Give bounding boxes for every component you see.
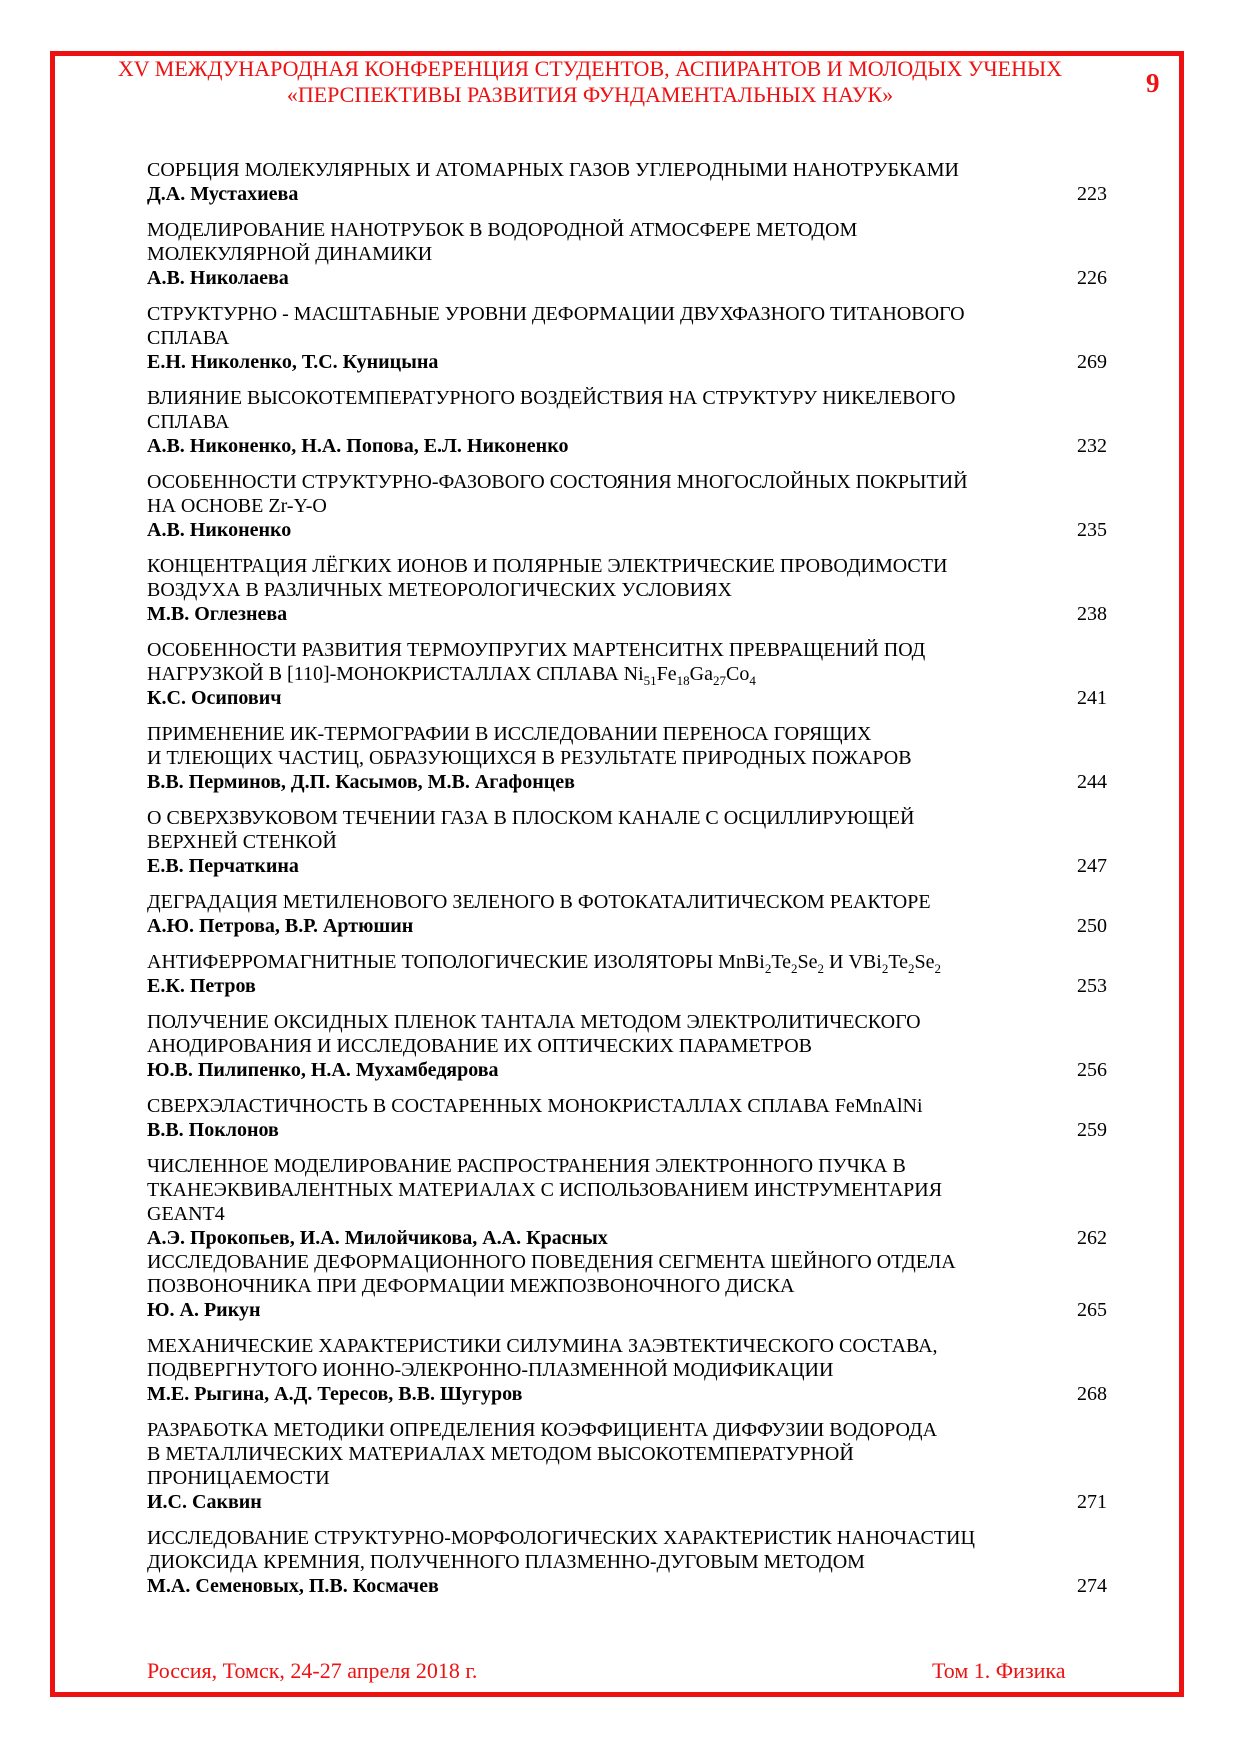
toc-entry — [147, 890, 1107, 938]
toc-entry-title — [147, 218, 1027, 266]
toc-entry-authors: А.В. Никоненко, Н.А. Попова, Е.Л. Никоненко — [147, 435, 569, 457]
toc-entry-title-line: ВОЗДУХА В РАЗЛИЧНЫХ МЕТЕОРОЛОГИЧЕСКИХ УСЛОВИЯХ — [147, 579, 732, 601]
toc-entry-page: 268 — [1077, 1383, 1107, 1405]
toc-entry-page: 226 — [1077, 267, 1107, 289]
toc-entry-authors: В.В. Перминов, Д.П. Касымов, М.В. Агафонцев — [147, 771, 575, 793]
toc-entry-title-line: НАГРУЗКОЙ В [110]-МОНОКРИСТАЛЛАХ СПЛАВА $Ni_{51}Fe_{18}Ga_{27}Co_4$ — [147, 663, 756, 688]
toc-entry-title-line: МОЛЕКУЛЯРНОЙ ДИНАМИКИ — [147, 243, 433, 265]
toc-entry — [147, 302, 1107, 374]
toc-entry-page: 247 — [1077, 855, 1107, 877]
toc-entry — [147, 386, 1107, 458]
toc-entry-title — [147, 950, 1027, 974]
toc-entry-page: 274 — [1077, 1575, 1107, 1597]
conference-header — [90, 56, 1090, 108]
toc-entry — [147, 638, 1107, 710]
toc-entry-title-line: ДЕГРАДАЦИЯ МЕТИЛЕНОВОГО ЗЕЛЕНОГО В ФОТОКАТАЛИТИЧЕСКОМ РЕАКТОРЕ — [147, 891, 931, 913]
toc-entry-title-line: ПОЛУЧЕНИЕ ОКСИДНЫХ ПЛЕНОК ТАНТАЛА МЕТОДОМ ЭЛЕКТРОЛИТИЧЕСКОГО — [147, 1011, 921, 1033]
toc-entry-authors: А.Ю. Петрова, В.Р. Артюшин — [147, 915, 414, 937]
toc-entry-title-line: И ТЛЕЮЩИХ ЧАСТИЦ, ОБРАЗУЮЩИХСЯ В РЕЗУЛЬТАТЕ ПРИРОДНЫХ ПОЖАРОВ — [147, 747, 912, 769]
toc-entry-authors: Д.А. Мустахиева — [147, 183, 299, 205]
toc-entry-title-line: ОСОБЕННОСТИ РАЗВИТИЯ ТЕРМОУПРУГИХ МАРТЕНСИТНХ ПРЕВРАЩЕНИЙ ПОД — [147, 639, 926, 661]
toc-entry-title — [147, 890, 1027, 914]
toc-entry-title-line: ИССЛЕДОВАНИЕ СТРУКТУРНО-МОРФОЛОГИЧЕСКИХ ХАРАКТЕРИСТИК НАНОЧАСТИЦ — [147, 1527, 975, 1549]
toc-entry-title-line: ВЕРХНЕЙ СТЕНКОЙ — [147, 831, 337, 853]
toc-entry-authors: А.В. Николаева — [147, 267, 289, 289]
toc-entry-authors: И.С. Саквин — [147, 1491, 262, 1513]
page-number: 9 — [1146, 68, 1160, 98]
toc-entry — [147, 554, 1107, 626]
toc-entry-title-line: СВЕРХЭЛАСТИЧНОСТЬ В СОСТАРЕННЫХ МОНОКРИСТАЛЛАХ СПЛАВА FeMnAlNi — [147, 1095, 923, 1117]
toc-entry — [147, 1334, 1107, 1406]
toc-entry-title-line: ДИОКСИДА КРЕМНИЯ, ПОЛУЧЕННОГО ПЛАЗМЕННО-ДУГОВЫМ МЕТОДОМ — [147, 1551, 865, 1573]
toc-entry — [147, 1418, 1107, 1514]
toc-entry — [147, 1154, 1107, 1250]
toc-entry-title-line: ВЛИЯНИЕ ВЫСОКОТЕМПЕРАТУРНОГО ВОЗДЕЙСТВИЯ НА СТРУКТУРУ НИКЕЛЕВОГО — [147, 387, 956, 409]
toc-entry-page: 269 — [1077, 351, 1107, 373]
toc-entry-title-line: GEANT4 — [147, 1203, 225, 1225]
toc-entry-title — [147, 722, 1027, 770]
toc-entry-authors: М.Е. Рыгина, А.Д. Тересов, В.В. Шугуров — [147, 1383, 523, 1405]
toc-entry-authors: Е.В. Перчаткина — [147, 855, 299, 877]
toc-entry-title — [147, 1154, 1027, 1226]
toc-entry-authors: Ю. А. Рикун — [147, 1299, 261, 1321]
toc-entry-title — [147, 158, 1027, 182]
toc-entry-authors: Е.Н. Николенко, Т.С. Куницына — [147, 351, 439, 373]
toc-entry-title — [147, 1250, 1027, 1298]
toc-entry-page: 223 — [1077, 183, 1107, 205]
toc-entry-title-line: ЧИСЛЕННОЕ МОДЕЛИРОВАНИЕ РАСПРОСТРАНЕНИЯ ЭЛЕКТРОННОГО ПУЧКА В — [147, 1155, 906, 1177]
toc-entry-page: 262 — [1077, 1227, 1107, 1249]
toc-entry-page: 271 — [1077, 1491, 1107, 1513]
toc-entry-title — [147, 638, 1027, 686]
toc-entry-authors: А.Э. Прокопьев, И.А. Милойчикова, А.А. Красных — [147, 1227, 608, 1249]
toc-entry-page: 250 — [1077, 915, 1107, 937]
toc-entry-authors: В.В. Поклонов — [147, 1119, 279, 1141]
toc-entry-title-line: СТРУКТУРНО - МАСШТАБНЫЕ УРОВНИ ДЕФОРМАЦИИ ДВУХФАЗНОГО ТИТАНОВОГО — [147, 303, 965, 325]
toc-entry-authors: Ю.В. Пилипенко, Н.А. Мухамбедярова — [147, 1059, 499, 1081]
toc-entry-page: 244 — [1077, 771, 1107, 793]
toc-entry-page: 241 — [1077, 687, 1107, 709]
toc-entry-page: 265 — [1077, 1299, 1107, 1321]
conference-title-line1: XV МЕЖДУНАРОДНАЯ КОНФЕРЕНЦИЯ СТУДЕНТОВ, АСПИРАНТОВ И МОЛОДЫХ УЧЕНЫХ — [117, 56, 1063, 81]
toc-entry-title-line: В МЕТАЛЛИЧЕСКИХ МАТЕРИАЛАХ МЕТОДОМ ВЫСОКОТЕМПЕРАТУРНОЙ — [147, 1443, 854, 1465]
toc-entry-authors: К.С. Осипович — [147, 687, 282, 709]
toc-entry-authors: А.В. Никоненко — [147, 519, 292, 541]
toc-entry-page: 232 — [1077, 435, 1107, 457]
toc-entry-title-line: РАЗРАБОТКА МЕТОДИКИ ОПРЕДЕЛЕНИЯ КОЭФФИЦИЕНТА ДИФФУЗИИ ВОДОРОДА — [147, 1419, 938, 1441]
toc-entry-title-line: АНОДИРОВАНИЯ И ИССЛЕДОВАНИЕ ИХ ОПТИЧЕСКИХ ПАРАМЕТРОВ — [147, 1035, 813, 1057]
toc-entry-title-line: СОРБЦИЯ МОЛЕКУЛЯРНЫХ И АТОМАРНЫХ ГАЗОВ УГЛЕРОДНЫМИ НАНОТРУБКАМИ — [147, 159, 960, 181]
toc-entry-page: 235 — [1077, 519, 1107, 541]
table-of-contents — [147, 158, 1107, 1610]
toc-entry-title-line: МОДЕЛИРОВАНИЕ НАНОТРУБОК В ВОДОРОДНОЙ АТМОСФЕРЕ МЕТОДОМ — [147, 219, 858, 241]
toc-entry-authors: Е.К. Петров — [147, 975, 256, 997]
toc-entry-title — [147, 1010, 1027, 1058]
toc-entry-title-line: АНТИФЕРРОМАГНИТНЫЕ ТОПОЛОГИЧЕСКИЕ ИЗОЛЯТОРЫ $MnBi_2Te_2Se_2$ И $VBi_2Te_2Se_2$ — [147, 951, 942, 976]
toc-entry-title — [147, 302, 1027, 350]
toc-entry-title-line: ОСОБЕННОСТИ СТРУКТУРНО-ФАЗОВОГО СОСТОЯНИЯ МНОГОСЛОЙНЫХ ПОКРЫТИЙ — [147, 471, 968, 493]
toc-entry-page: 238 — [1077, 603, 1107, 625]
toc-entry-title — [147, 470, 1027, 518]
toc-entry — [147, 806, 1107, 878]
toc-entry-title-line: ИССЛЕДОВАНИЕ ДЕФОРМАЦИОННОГО ПОВЕДЕНИЯ СЕГМЕНТА ШЕЙНОГО ОТДЕЛА — [147, 1251, 956, 1273]
toc-entry-title-line: О СВЕРХЗВУКОВОМ ТЕЧЕНИИ ГАЗА В ПЛОСКОМ КАНАЛЕ С ОСЦИЛЛИРУЮЩЕЙ — [147, 807, 915, 829]
toc-entry-title-line: МЕХАНИЧЕСКИЕ ХАРАКТЕРИСТИКИ СИЛУМИНА ЗАЭВТЕКТИЧЕСКОГО СОСТАВА, — [147, 1335, 938, 1357]
toc-entry-title-line: КОНЦЕНТРАЦИЯ ЛЁГКИХ ИОНОВ И ПОЛЯРНЫЕ ЭЛЕКТРИЧЕСКИЕ ПРОВОДИМОСТИ — [147, 555, 948, 577]
toc-entry-page: 253 — [1077, 975, 1107, 997]
toc-entry — [147, 722, 1107, 794]
toc-entry-title — [147, 1094, 1027, 1118]
toc-entry — [147, 1010, 1107, 1082]
footer-location-date: Россия, Томск, 24-27 апреля 2018 г. — [147, 1658, 478, 1683]
toc-entry — [147, 218, 1107, 290]
toc-entry-title-line: ПОЗВОНОЧНИКА ПРИ ДЕФОРМАЦИИ МЕЖПОЗВОНОЧНОГО ДИСКА — [147, 1275, 795, 1297]
toc-entry-authors: М.А. Семеновых, П.В. Космачев — [147, 1575, 439, 1597]
toc-entry-title — [147, 806, 1027, 854]
toc-entry-title-line: ПОДВЕРГНУТОГО ИОННО-ЭЛЕКРОННО-ПЛАЗМЕННОЙ МОДИФИКАЦИИ — [147, 1359, 834, 1381]
toc-entry — [147, 950, 1107, 998]
toc-entry-page: 259 — [1077, 1119, 1107, 1141]
toc-entry-title-line: СПЛАВА — [147, 327, 230, 349]
toc-entry — [147, 1094, 1107, 1142]
toc-entry-title — [147, 1526, 1027, 1574]
toc-entry-authors: М.В. Оглезнева — [147, 603, 288, 625]
toc-entry — [147, 158, 1107, 206]
toc-entry-title — [147, 1418, 1027, 1490]
toc-entry-page: 256 — [1077, 1059, 1107, 1081]
conference-title-line2: «ПЕРСПЕКТИВЫ РАЗВИТИЯ ФУНДАМЕНТАЛЬНЫХ НАУК» — [286, 82, 894, 107]
footer-volume: Том 1. Физика — [932, 1658, 1066, 1683]
toc-entry — [147, 1250, 1107, 1322]
toc-entry-title-line: ТКАНЕЭКВИВАЛЕНТНЫХ МАТЕРИАЛАХ С ИСПОЛЬЗОВАНИЕМ ИНСТРУМЕНТАРИЯ — [147, 1179, 943, 1201]
toc-entry-title-line: СПЛАВА — [147, 411, 230, 433]
toc-entry-title — [147, 1334, 1027, 1382]
toc-entry — [147, 1526, 1107, 1598]
toc-entry-title-line: ПРИМЕНЕНИЕ ИК-ТЕРМОГРАФИИ В ИССЛЕДОВАНИИ ПЕРЕНОСА ГОРЯЩИХ — [147, 723, 872, 745]
toc-entry-title-line: ПРОНИЦАЕМОСТИ — [147, 1467, 330, 1489]
toc-entry-title — [147, 386, 1027, 434]
toc-entry — [147, 470, 1107, 542]
toc-entry-title — [147, 554, 1027, 602]
toc-entry-title-line: НА ОСНОВЕ Zr-Y-O — [147, 495, 327, 517]
